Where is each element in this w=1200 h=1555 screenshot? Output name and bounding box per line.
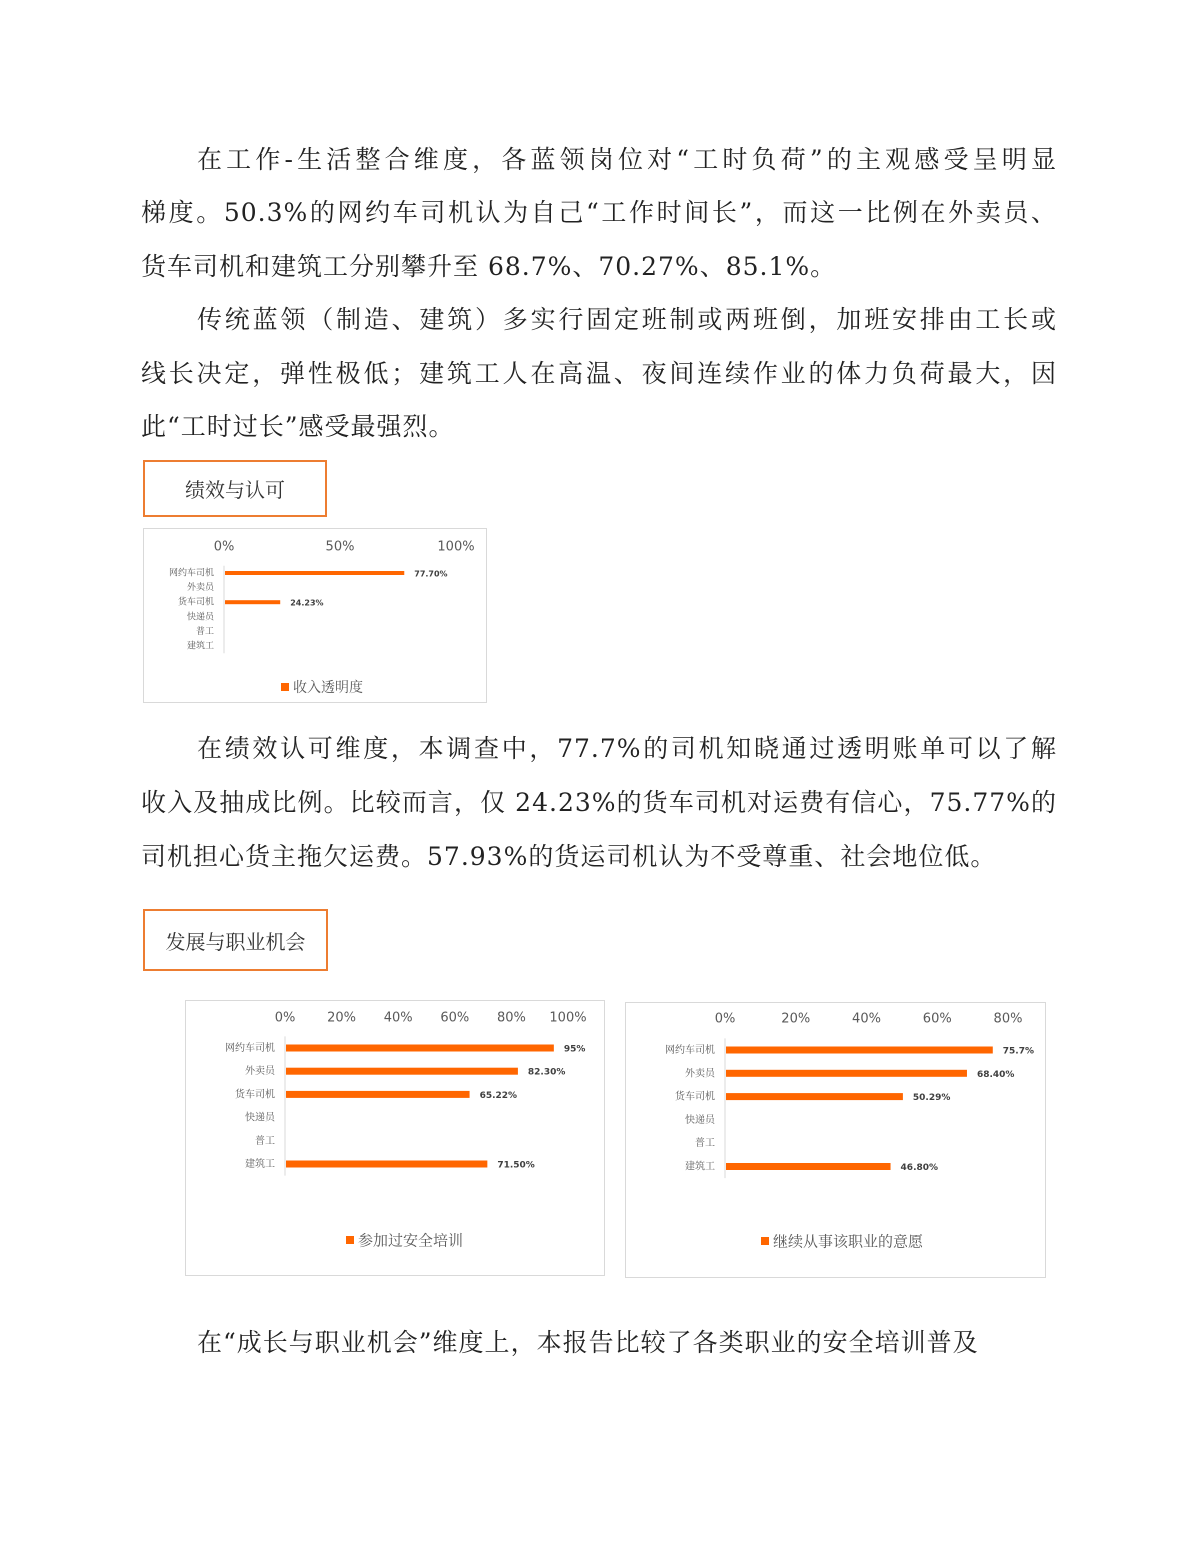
data-label: 68.40% bbox=[976, 1069, 1015, 1080]
category-label: 建筑工 bbox=[245, 1159, 275, 1170]
data-label: 50.29% bbox=[912, 1093, 951, 1104]
paragraph-line: 线长决定，弹性极低；建筑工人在高温、夜间连续作业的体力负荷最大，因 bbox=[141, 359, 1057, 388]
x-tick-label: 40% bbox=[383, 1010, 413, 1026]
x-tick-label: 20% bbox=[327, 1010, 357, 1026]
paragraph-line: 传统蓝领（制造、建筑）多实行固定班制或两班倒，加班安排由工长或 bbox=[197, 305, 1057, 334]
data-label: 46.80% bbox=[900, 1163, 939, 1173]
bar bbox=[286, 1161, 487, 1168]
legend-swatch bbox=[761, 1237, 769, 1245]
category-label: 快递员 bbox=[685, 1114, 715, 1126]
category-label: 外卖员 bbox=[186, 583, 214, 594]
paragraph-line: 在“成长与职业机会”维度上，本报告比较了各类职业的安全培训普及 bbox=[197, 1328, 979, 1357]
category-label: 普工 bbox=[195, 626, 214, 637]
x-tick-label: 40% bbox=[852, 1011, 881, 1027]
chart-svg bbox=[144, 529, 488, 704]
section-heading-performance: 绩效与认可 bbox=[143, 460, 327, 517]
paragraph-line: 收入及抽成比例。比较而言，仅 24.23%的货车司机对运费有信心，75.77%的 bbox=[141, 788, 1057, 817]
x-tick-label: 80% bbox=[993, 1011, 1023, 1027]
bar bbox=[225, 600, 280, 604]
section-heading-development: 发展与职业机会 bbox=[143, 909, 328, 971]
chart-svg bbox=[186, 1001, 606, 1277]
category-label: 网约车司机 bbox=[225, 1043, 275, 1054]
bar bbox=[286, 1091, 470, 1098]
legend-label: 继续从事该职业的意愿 bbox=[773, 1232, 924, 1251]
category-label: 普工 bbox=[255, 1135, 275, 1147]
x-tick-label: 100% bbox=[549, 1010, 587, 1026]
category-label: 外卖员 bbox=[245, 1066, 275, 1078]
paragraph-line: 梯度。50.3%的网约车司机认为自己“工作时间长”，而这一比例在外卖员、 bbox=[141, 198, 1057, 227]
data-label: 95% bbox=[563, 1044, 586, 1055]
category-label: 网约车司机 bbox=[665, 1045, 715, 1056]
legend-swatch bbox=[281, 683, 289, 691]
legend-label: 参加过安全培训 bbox=[358, 1231, 464, 1250]
data-label: 77.70% bbox=[414, 569, 448, 579]
paragraph-line: 此“工时过长”感受最强烈。 bbox=[141, 412, 455, 441]
bar bbox=[726, 1163, 891, 1170]
category-label: 快递员 bbox=[245, 1112, 275, 1124]
career-continuation-chart bbox=[625, 1002, 1046, 1278]
paragraph-line: 在工作-生活整合维度，各蓝领岗位对“工时负荷”的主观感受呈明显 bbox=[197, 145, 1057, 174]
data-label: 65.22% bbox=[479, 1090, 518, 1101]
x-tick-label: 100% bbox=[437, 539, 475, 555]
x-tick-label: 60% bbox=[440, 1010, 470, 1026]
income-transparency-chart bbox=[143, 528, 487, 703]
paragraph-line: 在绩效认可维度，本调查中，77.7%的司机知晓通过透明账单可以了解 bbox=[197, 734, 1057, 763]
category-label: 货车司机 bbox=[235, 1089, 275, 1101]
category-label: 建筑工 bbox=[685, 1161, 715, 1173]
x-tick-label: 0% bbox=[714, 1011, 736, 1027]
x-tick-label: 0% bbox=[213, 539, 235, 555]
category-label: 货车司机 bbox=[675, 1091, 715, 1103]
x-tick-label: 80% bbox=[496, 1010, 526, 1026]
bar bbox=[726, 1047, 993, 1054]
chart-svg bbox=[626, 1003, 1047, 1279]
x-tick-label: 60% bbox=[922, 1011, 952, 1027]
paragraph-line: 货车司机和建筑工分别攀升至 68.7%、70.27%、85.1%。 bbox=[141, 252, 837, 281]
data-label: 82.30% bbox=[527, 1067, 566, 1078]
x-tick-label: 0% bbox=[274, 1010, 296, 1026]
data-label: 24.23% bbox=[290, 598, 324, 608]
bar bbox=[726, 1093, 903, 1100]
paragraph-line: 司机担心货主拖欠运费。57.93%的货运司机认为不受尊重、社会地位低。 bbox=[141, 842, 997, 871]
bar bbox=[225, 571, 404, 575]
category-label: 普工 bbox=[695, 1138, 715, 1150]
bar bbox=[286, 1045, 554, 1052]
legend-swatch bbox=[346, 1236, 354, 1244]
category-label: 建筑工 bbox=[186, 641, 214, 652]
safety-training-chart bbox=[185, 1000, 605, 1276]
bar bbox=[286, 1068, 518, 1075]
data-label: 71.50% bbox=[497, 1160, 535, 1171]
category-label: 快递员 bbox=[186, 612, 214, 623]
category-label: 外卖员 bbox=[685, 1068, 715, 1080]
legend-label: 收入透明度 bbox=[293, 680, 363, 696]
category-label: 网约车司机 bbox=[168, 568, 214, 579]
bar bbox=[726, 1070, 967, 1077]
data-label: 75.7% bbox=[1002, 1046, 1035, 1057]
x-tick-label: 50% bbox=[325, 539, 355, 555]
category-label: 货车司机 bbox=[177, 597, 214, 608]
x-tick-label: 20% bbox=[781, 1011, 811, 1027]
